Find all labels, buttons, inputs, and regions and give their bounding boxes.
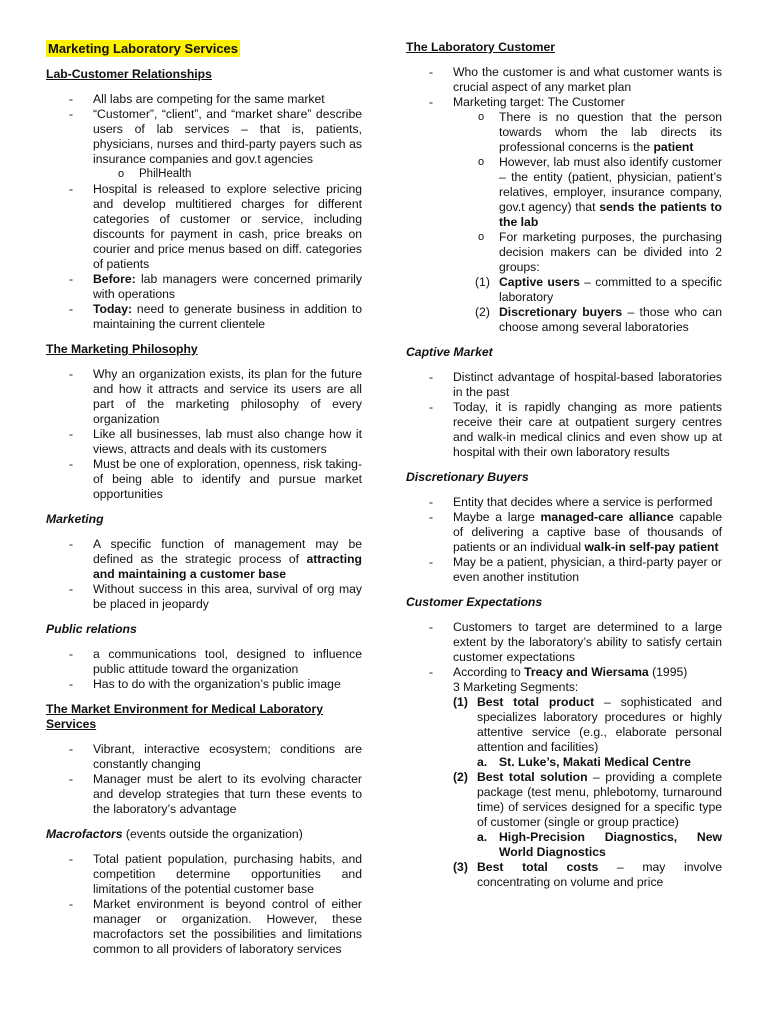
before-label: Before: bbox=[93, 272, 136, 286]
list-item: - Entity that decides where a service is performed bbox=[406, 495, 722, 510]
public-relations-list bbox=[46, 647, 362, 692]
list-item: - Marketing target: The Customer o There is no question that the person towards whom the lab directs its professional concerns is the patient o However, lab must also identify customer – the entity (patient, physician, patient’s relatives, employer, insurance company, gov.t agency) that sends the patients to the lab o For marketing purposes, the purchasing decision makers can be divided into 2 groups: (1) Captive users – committed to a specific laboratory (2) Discretionary buyers – those who can choose among several laboratories bbox=[406, 95, 722, 335]
list-item: - Has to do with the organization’s public image bbox=[46, 677, 362, 692]
sub-list-item: o PhilHealth bbox=[93, 167, 362, 182]
list-item: - a communications tool, designed to influence public attitude toward the organization bbox=[46, 647, 362, 677]
sub-list-item: o For marketing purposes, the purchasing decision makers can be divided into 2 groups: bbox=[453, 230, 722, 275]
sub-list bbox=[453, 110, 722, 275]
list-item: - A specific function of management may be defined as the strategic process of attracting and maintaining a customer base bbox=[46, 537, 362, 582]
market-environment-heading: The Market Environment for Medical Laboratory Services bbox=[46, 702, 323, 731]
left-column bbox=[46, 40, 362, 967]
numbered-item: (2) Discretionary buyers – those who can choose among several laboratories bbox=[475, 305, 722, 334]
expectations-list bbox=[406, 620, 722, 890]
philosophy-list bbox=[46, 367, 362, 502]
right-column bbox=[406, 40, 722, 900]
list-item: - Without success in this area, survival of org may be placed in jeopardy bbox=[46, 582, 362, 612]
list-item: - May be a patient, physician, a third-party payer or even another institution bbox=[406, 555, 722, 585]
list-item: - Who the customer is and what customer wants is crucial aspect of any market plan bbox=[406, 65, 722, 95]
list-item: - Manager must be alert to its evolving character and develop strategies that turn these events to the laboratory’s advantage bbox=[46, 772, 362, 817]
segment-example: a. High-Precision Diagnostics, New World Diagnostics bbox=[477, 830, 722, 859]
macrofactors-heading: Macrofactors (events outside the organization) bbox=[46, 827, 303, 841]
document-title: Marketing Laboratory Services bbox=[48, 41, 239, 56]
list-item: - Distinct advantage of hospital-based laboratories in the past bbox=[406, 370, 722, 400]
discretionary-buyers-heading: Discretionary Buyers bbox=[406, 470, 529, 484]
customer-expectations-heading: Customer Expectations bbox=[406, 595, 543, 609]
list-item: - Before: lab managers were concerned primarily with operations bbox=[46, 272, 362, 302]
segment-item: (3) Best total costs – may involve concentrating on volume and price bbox=[453, 860, 722, 889]
list-item: - Hospital is released to explore selective pricing and develop multitiered charges for different categories of customer or service, including discounts for payment in cash, price breaks on courier and price menus based on diff. categories of patients bbox=[46, 182, 362, 272]
segment-item: (1) Best total product – sophisticated and specializes laboratory procedures or highly attentive service (e.g., elaborate personal attention and facilities) bbox=[453, 695, 722, 754]
discretionary-list bbox=[406, 495, 722, 585]
list-item: - Must be one of exploration, openness, risk taking-of being able to identify and pursue market opportunities bbox=[46, 457, 362, 502]
list-item: - Today: need to generate business in addition to maintaining the current clientele bbox=[46, 302, 362, 332]
lab-customer-relationships-heading: Lab-Customer Relationships bbox=[46, 67, 212, 81]
list-item: - Maybe a large managed-care alliance capable of delivering a captive base of thousands of patients or an individual walk-in self-pay patient bbox=[406, 510, 722, 555]
list-item: - According to Treacy and Wiersama (1995) 3 Marketing Segments: (1) Best total product – sophisticated and specializes laboratory procedures or highly attentive service (e.g., elaborate personal attention and facilities) a. St. Luke’s, Makati Medical Centre (2) Best total solution – providing a complete package (test menu, phlebotomy, turnaround time) of services designed for a specific type of customer (single or group practice) a. High-Precision Diagnostics, New World Diagnostics (3) Best total costs – may involve concentrating on volume and price bbox=[406, 665, 722, 890]
marketing-philosophy-heading: The Marketing Philosophy bbox=[46, 342, 198, 356]
list-item: - Why an organization exists, its plan for the future and how it attracts and service its users are all part of the marketing philosophy of every organization bbox=[46, 367, 362, 427]
numbered-item: (1) Captive users – committed to a specific laboratory bbox=[475, 275, 722, 304]
list-item: - “Customer”, “client”, and “market share” describe users of lab services – that is, patients, physicians, nurses and third-party payers such as insurance companies and gov.t agencies o PhilHealth bbox=[46, 107, 362, 182]
captive-market-heading: Captive Market bbox=[406, 345, 493, 359]
segment-item: (2) Best total solution – providing a complete package (test menu, phlebotomy, turnaround time) of services designed for a specific type of customer (single or group practice) bbox=[453, 770, 722, 829]
segment-example: a. St. Luke’s, Makati Medical Centre bbox=[477, 755, 691, 769]
today-label: Today: bbox=[93, 302, 133, 316]
laboratory-customer-heading: The Laboratory Customer bbox=[406, 40, 555, 54]
lab-customer-list-right bbox=[406, 65, 722, 335]
list-item: - Today, it is rapidly changing as more patients receive their care at outpatient surgery centres and walk-in medical clinics and even show up at hospital with their own laboratory results bbox=[406, 400, 722, 460]
captive-list bbox=[406, 370, 722, 460]
list-item: - Vibrant, interactive ecosystem; conditions are constantly changing bbox=[46, 742, 362, 772]
list-item: - Like all businesses, lab must also change how it views, attracts and deals with its customers bbox=[46, 427, 362, 457]
list-item: - All labs are competing for the same market bbox=[46, 92, 362, 107]
list-item: - Market environment is beyond control of either manager or organization. However, these macrofactors set the possibilities and limitations common to all providers of laboratory services bbox=[46, 897, 362, 957]
lab-customer-list bbox=[46, 92, 362, 332]
macrofactors-list bbox=[46, 852, 362, 957]
list-item: - Total patient population, purchasing habits, and competition determine opportunities and limitations of the potential customer base bbox=[46, 852, 362, 897]
marketing-heading: Marketing bbox=[46, 512, 104, 526]
public-relations-heading: Public relations bbox=[46, 622, 137, 636]
sub-list-item: o There is no question that the person towards whom the lab directs its professional concerns is the patient bbox=[453, 110, 722, 155]
marketing-list bbox=[46, 537, 362, 612]
sub-list bbox=[93, 167, 362, 182]
list-item: - Customers to target are determined to a large extent by the laboratory’s ability to satisfy certain customer expectations bbox=[406, 620, 722, 665]
sub-list-item: o However, lab must also identify customer – the entity (patient, physician, patient’s relatives, employer, insurance company, gov.t agency) that sends the patients to the lab bbox=[453, 155, 722, 230]
environment-list bbox=[46, 742, 362, 817]
